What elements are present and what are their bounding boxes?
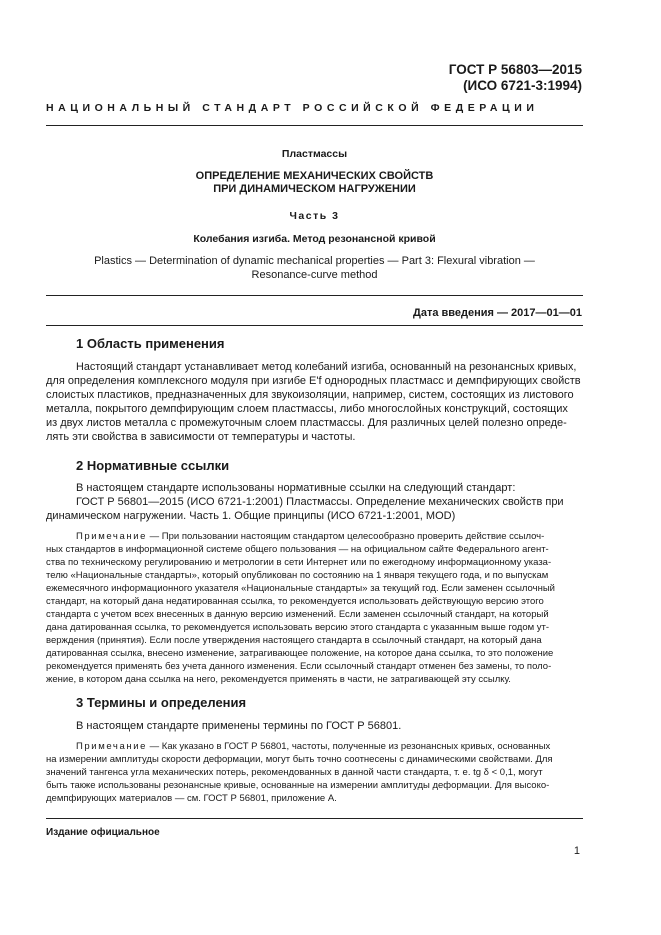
section-2-reference-line: динамическом нагружении. Часть 1. Общие принципы (ИСО 6721-1:2001, MOD) xyxy=(46,510,456,522)
section-3-heading: 3 Термины и определения xyxy=(76,695,247,710)
title-line-2: ПРИ ДИНАМИЧЕСКОМ НАГРУЖЕНИИ xyxy=(213,183,416,195)
iso-number: (ИСО 6721-3:1994) xyxy=(463,78,582,93)
title-rule xyxy=(46,295,583,296)
part-subtitle: Колебания изгиба. Метод резонансной кривой xyxy=(193,233,436,245)
note-line: телю «Национальные стандарты», который опубликован по состоянию на 1 января текущего года, и по выпускам xyxy=(46,570,549,581)
section-1-line: из двух листов металла с промежуточным слоем пластмассы. Для различных целей полезно опреде- xyxy=(46,417,567,429)
section-2-intro: В настоящем стандарте использованы нормативные ссылки на следующий стандарт: xyxy=(76,482,516,494)
note-label: Примечание xyxy=(76,741,147,752)
note-line: ежемесячного информационного указателя «Национальные стандарты» за текущий год. Если заменен ссылочный xyxy=(46,583,555,594)
note-line: быть также использованы резонансные кривые, основанные на измерении амплитуды деформации. Для высоко- xyxy=(46,780,550,791)
note-line: на измерении амплитуды скорости деформации, могут быть точно соотнесены с динамическими свойствами. Для xyxy=(46,754,553,765)
footer-rule xyxy=(46,818,583,819)
section-3-intro: В настоящем стандарте применены термины по ГОСТ Р 56801. xyxy=(76,720,402,732)
note-label: Примечание xyxy=(76,531,147,542)
page-number: 1 xyxy=(573,845,580,857)
note-line: верждения (принятия). Если после утверждения настоящего стандарта в ссылочный стандарт, на который дана xyxy=(46,635,542,646)
note-line: стандарта с учетом всех внесенных в данную версию изменений. Если заменен ссылочный стандарт, на который xyxy=(46,609,549,620)
note-line: — При пользовании настоящим стандартом целесообразно проверить действие ссылоч- xyxy=(149,531,545,542)
edition-label: Издание официальное xyxy=(46,827,160,838)
note-line: жение, в котором дана ссылка на него, рекомендуется применять в части, не затрагивающей эту ссылку. xyxy=(46,674,511,685)
note-line: стандарт, на который дана недатированная ссылка, то рекомендуется использовать действующую версию этого xyxy=(46,596,544,607)
section-1-line: металла, покрытого демпфирующим слоем пластмассы, либо многослойных конструкций, состоящих xyxy=(46,403,568,415)
document-category: Пластмассы xyxy=(281,148,348,160)
note-line: демпфирующих материалов — см. ГОСТ Р 56801, приложение А. xyxy=(46,793,337,804)
part-number: Часть 3 xyxy=(289,210,340,222)
gost-designation xyxy=(449,62,582,94)
english-title-line-1: Plastics — Determination of dynamic mechanical properties — Part 3: Flexural vibration — xyxy=(94,255,535,267)
section-1-line: для определения комплексного модуля при изгибе E'f однородных пластмасс и демпфирующих свойств xyxy=(46,375,581,387)
section-1-text xyxy=(46,360,582,444)
section-3-text xyxy=(46,719,582,733)
note-line: ства по техническому регулированию и метрологии в сети Интернет или по ежегодному информационному указа- xyxy=(46,557,552,568)
section-2-text xyxy=(46,481,582,523)
header-rule xyxy=(46,125,583,126)
note-line: датированная ссылка, внесено изменение, затрагивающее положение, на которое дана ссылка, то это положение xyxy=(46,648,554,659)
national-standard-banner: НАЦИОНАЛЬНЫЙ СТАНДАРТ РОССИЙСКОЙ ФЕДЕРАЦИИ xyxy=(46,102,539,114)
english-title xyxy=(46,254,583,282)
note-line: рекомендуется применять без учета данного изменения. Если ссылочный стандарт отменен без замены, то поло- xyxy=(46,661,552,672)
section-2-note xyxy=(46,530,582,686)
gost-number: ГОСТ Р 56803—2015 xyxy=(448,62,582,77)
english-title-line-2: Resonance-curve method xyxy=(251,269,378,281)
title-line-1: ОПРЕДЕЛЕНИЕ МЕХАНИЧЕСКИХ СВОЙСТВ xyxy=(195,170,434,182)
document-title xyxy=(46,170,583,196)
section-1-line: слоистых пластиков, предназначенных для звукоизоляции, например, систем, состоящих из листового xyxy=(46,389,574,401)
section-1-line: Настоящий стандарт устанавливает метод колебаний изгиба, основанный на резонансных кривых, xyxy=(76,361,577,373)
note-line: ных стандартов в информационной системе общего пользования — на официальном сайте Федерального агент- xyxy=(46,544,549,555)
section-3-note xyxy=(46,740,582,805)
note-line: значений тангенса угла механических потерь, рекомендованных в данной части стандарта, т. е. tg δ < 0,1, могут xyxy=(46,767,543,778)
section-1-line: лять эти свойства в зависимости от температуры и частоты. xyxy=(46,431,356,443)
note-line: — Как указано в ГОСТ Р 56801, частоты, полученные из резонансных кривых, основанных xyxy=(149,741,551,752)
section-2-reference-line: ГОСТ Р 56801—2015 (ИСО 6721-1:2001) Пластмассы. Определение механических свойств при xyxy=(76,496,564,508)
introduction-date: Дата введения — 2017—01—01 xyxy=(413,307,582,319)
section-1-heading: 1 Область применения xyxy=(76,336,225,351)
section-2-heading: 2 Нормативные ссылки xyxy=(76,458,230,473)
note-line: дана датированная ссылка, то рекомендуется использовать версию этого стандарта с указанным выше годом ут- xyxy=(46,622,550,633)
date-rule xyxy=(46,325,583,326)
